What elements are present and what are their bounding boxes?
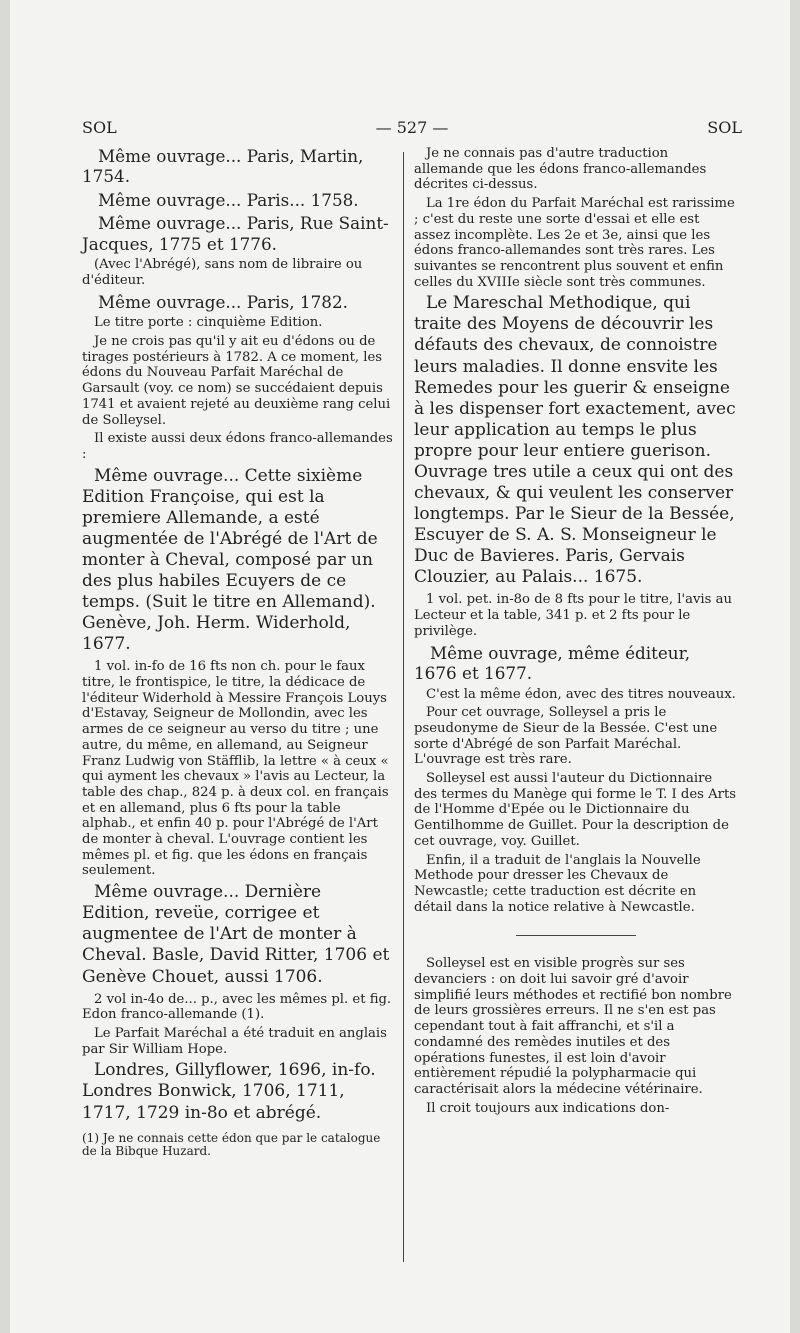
left-column bbox=[82, 146, 394, 1259]
left-note-5: 1 vol. in-fo de 16 fts non ch. pour le faux titre, le frontispice, le titre, la dédicace de l'éditeur Widerhold à Messire François Louys d'Estavay, Seigneur de Mollondin, avec les armes de ce seigneur au verso du titre ; une autre, du même, en allemand, au Seigneur Franz Ludwig von Stäfflib, la lettre « à ceux « qui ayment les chevaux » l'avis au Lecteur, la table des chap., 824 p. à deux col. en français et en allemand, plus 6 fts pour la table alphab., et enfin 40 p. pour l'Abrégé de l'Art de monter à cheval. L'ouvrage contient les mêmes pl. et fig. que les édons en français seulement. bbox=[82, 659, 389, 879]
right-note-6: Solleysel est aussi l'auteur du Dictionnaire des termes du Manège qui forme le T. I des Arts de l'Homme d'Epée ou le Dictionnaire du Gentilhomme de Guillet. Pour la description de cet ouvrage, voy. Guillet. bbox=[414, 771, 737, 849]
right-note-1: Je ne connais pas d'autre traduction allemande que les édons franco-allemandes décrites ci-dessus. bbox=[414, 146, 707, 193]
left-entry-4: Même ouvrage... Paris, 1782. bbox=[98, 291, 348, 312]
left-entry-7: Londres, Gillyflower, 1696, in-fo. Londres Bonwick, 1706, 1711, 1717, 1729 in-8o et abrégé. bbox=[82, 1060, 376, 1123]
right-note-2: La 1re édon du Parfait Maréchal est rarissime ; c'est du reste une sorte d'essai et elle est assez incomplète. Les 2e et 3e, ainsi que les édons franco-allemandes sont très rares. Les suivantes se rencontrent plus souvent et enfin celles du XVIIIe siècle sont très communes. bbox=[414, 196, 735, 290]
left-entry-5: Même ouvrage... Cette sixième Edition Françoise, qui est la premiere Allemande, a esté augmentée de l'Abrégé de l'Art de monter à Cheval, composé par un des plus habiles Ecuyers de ce temps. (Suit le titre en Allemand). Genève, Joh. Herm. Widerhold, 1677. bbox=[82, 465, 378, 655]
left-note-3: Je ne crois pas qu'il y ait eu d'édons ou de tirages postérieurs à 1782. A ce moment, les édons du Nouveau Parfait Maréchal de Garsault (voy. ce nom) se succédaient depuis 1741 et avaient rejeté au deuxième rang celui de Solleysel. bbox=[82, 334, 391, 428]
column-divider bbox=[403, 152, 404, 1262]
right-note-3: 1 vol. pet. in-8o de 8 fts pour le titre, l'avis au Lecteur et la table, 341 p. et 2 fts pour le privilège. bbox=[414, 592, 732, 639]
right-note-4: C'est la même édon, avec des titres nouveaux. bbox=[426, 686, 736, 702]
left-note-1: (Avec l'Abrégé), sans nom de libraire ou d'éditeur. bbox=[82, 257, 363, 289]
running-head-right: SOL bbox=[707, 118, 742, 137]
left-note-4: Il existe aussi deux édons franco-allemandes : bbox=[82, 431, 393, 462]
right-entry-2: Même ouvrage, même éditeur, 1676 et 1677. bbox=[414, 642, 691, 684]
page-number: — 527 — bbox=[375, 118, 449, 137]
right-note-8: Solleysel est en visible progrès sur ses devanciers : on doit lui savoir gré d'avoir simplifié leurs méthodes et rectifié bon nombre de leurs grossières erreurs. Il ne s'en est pas cependant tout à fait affranchi, et s'il a condamné des remèdes inutiles et des opérations funestes, il est loin d'avoir entièrement répudié la polypharmacie qui caractérisait alors la médecine vétérinaire. bbox=[414, 956, 732, 1097]
right-note-9: Il croit toujours aux indications don- bbox=[426, 1100, 670, 1116]
right-note-7: Enfin, il a traduit de l'anglais la Nouvelle Methode pour dresser les Chevaux de Newcastle; cette traduction est décrite en détail dans la notice relative à Newcastle. bbox=[414, 852, 701, 915]
footnote: (1) Je ne connais cette édon que par le catalogue de la Bibque Huzard. bbox=[82, 1130, 381, 1159]
left-entry-3: Même ouvrage... Paris, Rue Saint-Jacques, 1775 et 1776. bbox=[82, 213, 389, 254]
left-scan-edge bbox=[0, 0, 10, 1333]
left-note-6: 2 vol in-4o de... p., avec les mêmes pl. et fig. Edon franco-allemande (1). bbox=[82, 991, 392, 1023]
left-entry-6: Même ouvrage... Dernière Edition, reveüe, corrigee et augmentee de l'Art de monter à Cheval. Basle, David Ritter, 1706 et Genève Chouet, aussi 1706. bbox=[82, 882, 390, 987]
left-entry-1: Même ouvrage... Paris, Martin, 1754. bbox=[82, 146, 364, 187]
left-note-7: Le Parfait Maréchal a été traduit en anglais par Sir William Hope. bbox=[82, 1025, 387, 1057]
page-header bbox=[82, 118, 742, 144]
left-entry-2: Même ouvrage... Paris... 1758. bbox=[98, 189, 359, 210]
section-rule bbox=[516, 935, 636, 936]
running-head-left: SOL bbox=[82, 118, 117, 137]
left-note-2: Le titre porte : cinquième Edition. bbox=[94, 315, 323, 331]
right-column bbox=[414, 146, 738, 1259]
right-note-5: Pour cet ouvrage, Solleysel a pris le pseudonyme de Sieur de la Bessée. C'est une sorte d'Abrégé de son Parfait Maréchal. L'ouvrage est très rare. bbox=[414, 705, 718, 768]
right-scan-edge bbox=[790, 0, 800, 1333]
right-entry-1: Le Mareschal Methodique, qui traite des Moyens de découvrir les défauts des chevaux, de connoistre leurs maladies. Il donne ensvite les Remedes pour les guerir & enseigne à les dispenser fort exactement, avec leur application au temps le plus propre pour leur entiere guerison. Ouvrage tres utile a ceux qui ont des chevaux, & qui veulent les conserver longtemps. Par le Sieur de la Bessée, Escuyer de S. A. S. Monseigneur le Duc de Bavieres. Paris, Gervais Clouzier, au Palais... 1675. bbox=[414, 293, 736, 588]
